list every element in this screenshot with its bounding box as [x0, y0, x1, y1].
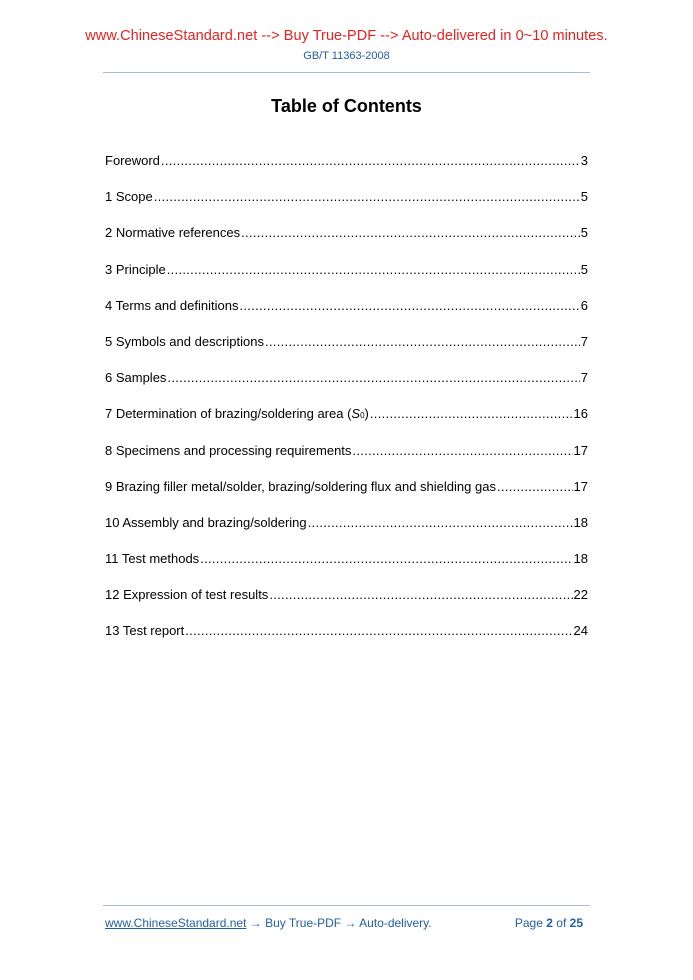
- toc-entry-brazing-area[interactable]: [105, 406, 588, 442]
- toc-leader-dots: [167, 262, 580, 277]
- toc-entry-text: 12 Expression of test results: [105, 587, 269, 603]
- toc-leader-dots: [497, 479, 573, 494]
- toc-leader-dots: [308, 515, 573, 530]
- toc-entry-text: 9 Brazing filler metal/solder, brazing/soldering flux and shielding gas: [105, 478, 496, 494]
- toc-leader-dots: [161, 153, 580, 168]
- toc-entry-page: 18: [573, 514, 588, 530]
- footer-divider: [103, 905, 590, 906]
- toc-entry-page: 7: [580, 333, 588, 349]
- toc-entry-normative-references[interactable]: [105, 225, 588, 261]
- toc-entry-test-methods[interactable]: [105, 551, 588, 587]
- page-current: 2: [546, 916, 553, 930]
- toc-entry-page: 5: [580, 225, 588, 241]
- toc-leader-dots: [200, 551, 572, 566]
- toc-entry-page: 3: [580, 153, 588, 168]
- toc-entry-text: 11 Test methods: [105, 551, 200, 567]
- arrow-right-icon: →: [246, 916, 266, 930]
- toc-entry-samples[interactable]: [105, 370, 588, 406]
- toc-entry-page: 5: [580, 261, 588, 277]
- page-of-label: of: [556, 916, 567, 930]
- toc-leader-dots: [370, 406, 573, 421]
- toc-entry-text: 13 Test report: [105, 623, 185, 639]
- toc-leader-dots: [154, 189, 580, 204]
- toc-entry-test-report[interactable]: [105, 623, 588, 659]
- area-symbol: S: [351, 406, 361, 422]
- toc-leader-dots: [352, 443, 572, 458]
- toc-entry-text: [105, 406, 369, 421]
- toc-entry-page: 5: [580, 189, 588, 205]
- toc-list: [105, 153, 588, 660]
- footer-buy-text: Buy True-PDF: [265, 916, 342, 930]
- toc-entry-scope[interactable]: [105, 189, 588, 225]
- area-symbol-subscript: 0: [360, 411, 365, 421]
- toc-leader-dots: [269, 587, 572, 602]
- toc-entry-symbols-and-descriptions[interactable]: [105, 334, 588, 370]
- toc-leader-dots: [185, 623, 572, 638]
- toc-entry-specimens[interactable]: [105, 443, 588, 479]
- page-total: 25: [569, 916, 583, 930]
- toc-entry-filler-metal[interactable]: [105, 479, 588, 515]
- toc-title: Table of Contents: [271, 96, 422, 116]
- toc-entry-page: 24: [573, 623, 588, 639]
- footer-promo: [105, 916, 432, 930]
- toc-entry-page: 17: [573, 478, 588, 494]
- footer-delivery-text: Auto-delivery.: [359, 916, 432, 930]
- toc-entry-text-main: 7 Determination of brazing/soldering area (: [105, 406, 352, 422]
- toc-entry-text: 2 Normative references: [105, 225, 241, 241]
- toc-entry-text: 10 Assembly and brazing/soldering: [105, 514, 307, 530]
- toc-leader-dots: [167, 370, 579, 385]
- footer-site-link[interactable]: www.ChineseStandard.net: [105, 916, 247, 930]
- toc-leader-dots: [239, 298, 579, 313]
- toc-entry-page: 17: [573, 442, 588, 458]
- arrow-right-icon: →: [341, 916, 360, 930]
- toc-entry-text: 8 Specimens and processing requirements: [105, 442, 352, 458]
- toc-entry-page: 18: [573, 551, 588, 567]
- toc-entry-page: 16: [573, 406, 588, 422]
- toc-entry-expression-of-results[interactable]: [105, 587, 588, 623]
- header-banner: www.ChineseStandard.net --> Buy True-PDF --> Auto-delivered in 0~10 minutes.: [85, 28, 608, 44]
- toc-leader-dots: [241, 225, 580, 240]
- toc-entry-text: Foreword: [105, 153, 160, 168]
- page-indicator: [515, 916, 583, 930]
- toc-entry-text: 1 Scope: [105, 189, 153, 205]
- toc-entry-page: 6: [580, 297, 588, 313]
- toc-entry-principle[interactable]: [105, 262, 588, 298]
- toc-leader-dots: [265, 334, 580, 349]
- toc-entry-text: 6 Samples: [105, 370, 167, 386]
- toc-entry-foreword[interactable]: [105, 153, 588, 189]
- toc-entry-text: 4 Terms and definitions: [105, 297, 239, 313]
- document-number: GB/T 11363-2008: [303, 50, 390, 62]
- header-divider: [103, 72, 590, 73]
- toc-entry-text: 3 Principle: [105, 261, 166, 277]
- page-label: Page: [514, 916, 543, 930]
- toc-entry-text-suffix: ): [364, 406, 369, 422]
- toc-entry-page: 22: [573, 587, 588, 603]
- toc-entry-assembly[interactable]: [105, 515, 588, 551]
- toc-entry-page: 7: [580, 370, 588, 386]
- toc-entry-terms-and-definitions[interactable]: [105, 298, 588, 334]
- toc-entry-text: 5 Symbols and descriptions: [105, 333, 264, 349]
